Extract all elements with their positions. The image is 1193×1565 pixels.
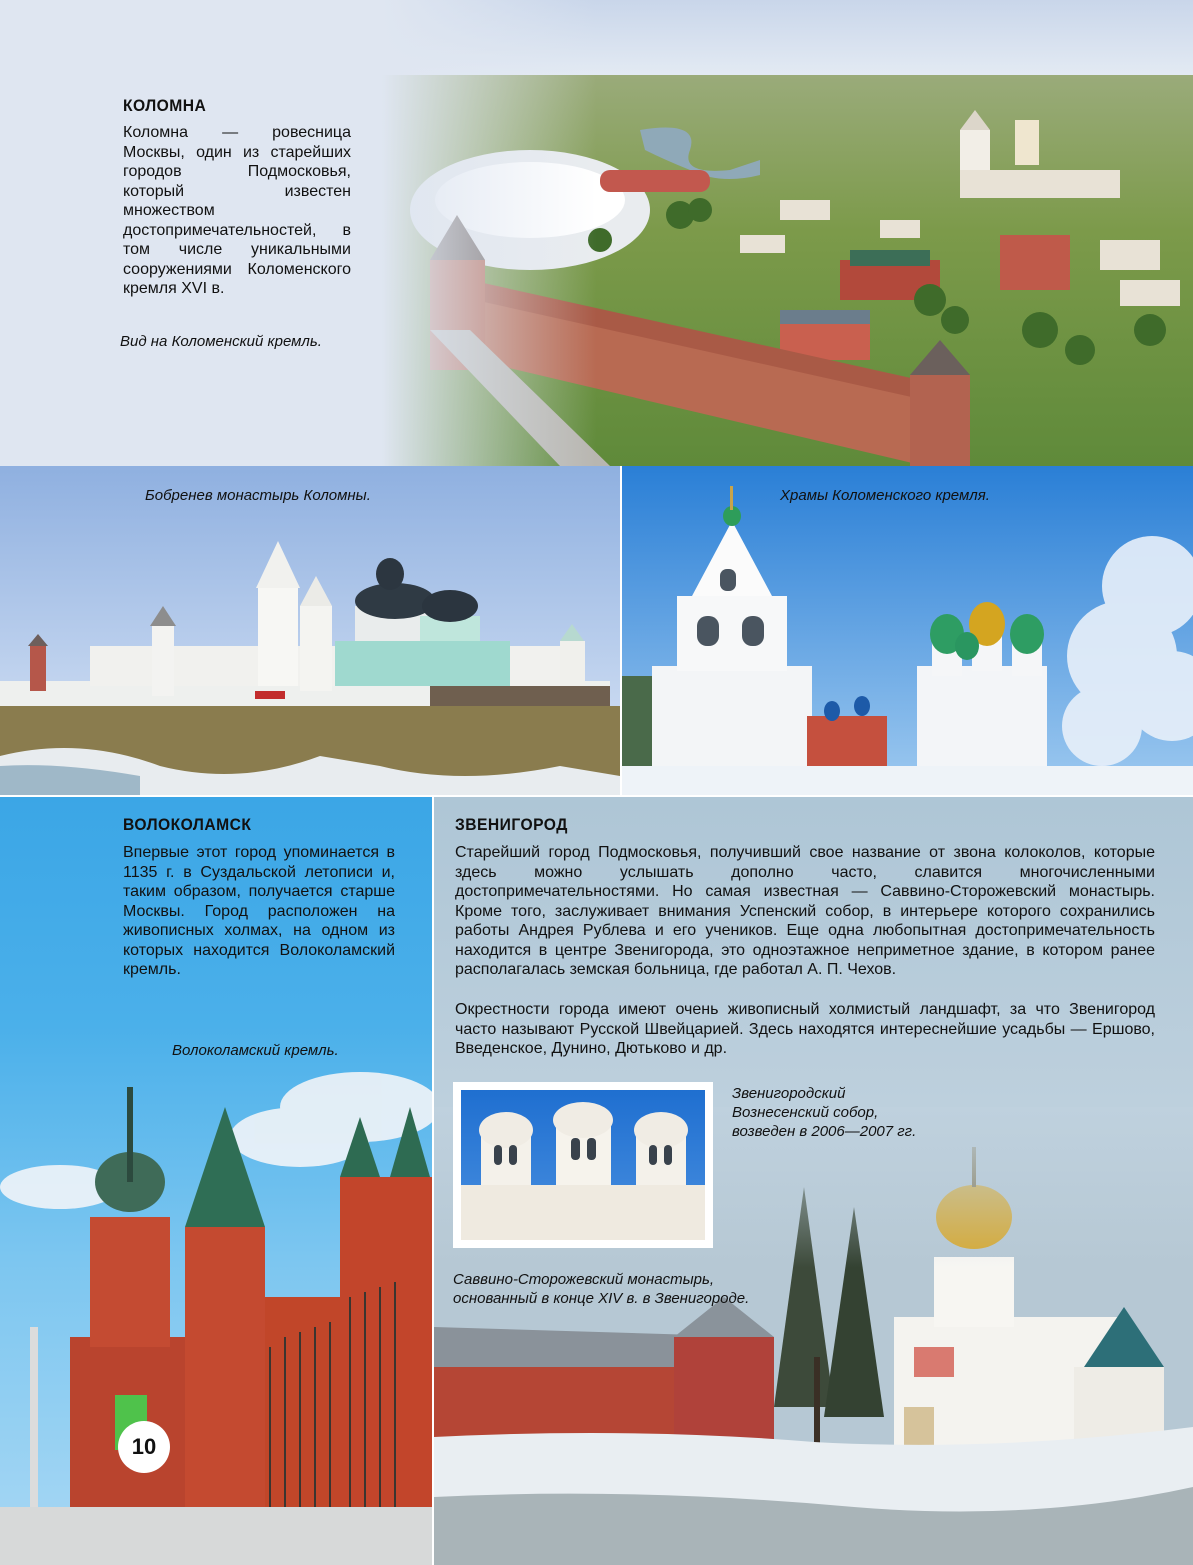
savvino-monastery-caption-final <box>453 1270 749 1308</box>
volokolamsk-heading: ВОЛОКОЛАМСК <box>123 815 252 834</box>
kolomna-section <box>0 0 1193 466</box>
bobrenev-monastery-photo <box>0 466 620 795</box>
volokolamsk-caption: Волоколамский кремль. <box>172 1042 339 1059</box>
zvenigorod-section <box>434 797 1193 1565</box>
volokolamsk-section <box>0 797 432 1565</box>
monastery-caption-line-1: Саввино-Сторожевский монастырь, <box>453 1271 715 1288</box>
temples-caption: Храмы Коломенского кремля. <box>780 487 990 504</box>
zvenigorod-text-2: Окрестности города имеют очень живописный холмистый ландшафт, за что Звенигород часто называют Русской Швейцарией. Здесь находятся интереснейшие усадьбы — Ершово, Введенское, Дунино, Дютьково и др. <box>455 1001 1155 1057</box>
cathedral-caption-line-3: возведен в 2006—2007 гг. <box>732 1123 917 1140</box>
page-number: 10 <box>131 1434 157 1459</box>
voznesensky-cathedral-inset <box>453 1082 713 1248</box>
kolomna-temples-photo <box>622 466 1193 795</box>
kolomna-text: Коломна — ровесница Москвы, один из старейших городов Подмосковья, который известен множеством достопримечательностей, в том числе уникальными сооружениями Коломенского кремля XVI в. <box>123 124 351 297</box>
kolomna-caption: Вид на Коломенский кремль. <box>120 333 322 350</box>
cathedral-caption-line-1: Звенигородский <box>732 1085 846 1102</box>
volokolamsk-kremlin-photo <box>0 1047 432 1565</box>
volokolamsk-text: Впервые этот город упоминается в 1135 г. в Суздальской летописи и, таким образом, получается старше Москвы. Город расположен на живописных холмах, на одном из которых находится Волоколамский кремль. <box>123 844 395 978</box>
page-number-badge <box>118 1421 170 1473</box>
bobrenev-caption: Бобренев монастырь Коломны. <box>145 487 371 504</box>
cathedral-caption-line-2: Вознесенский собор, <box>732 1104 879 1121</box>
zvenigorod-text: Старейший город Подмосковья, получивший свое название от звона колоколов, которые здесь можно услышать дополно часто, славится многочисленными достопримечательностями. Но самая известная — Саввино-Сторожевский монастырь. Кроме того, заслуживает внимания Успенский собор, в интерьере которого сохранились работы Андрея Рублева и его учеников. Еще одна любопытная достопримечательность находится в центре Звенигорода, это одноэтажное неприметное здание, в котором ранее располагалась земская больница, где работал А. П. Чехов. <box>455 844 1155 978</box>
cathedral-caption <box>732 1084 916 1141</box>
monastery-caption-line-2: основанный в конце XIV в. в Звенигороде. <box>453 1290 750 1307</box>
zvenigorod-heading: ЗВЕНИГОРОД <box>455 815 568 834</box>
kolomna-heading: КОЛОМНА <box>123 96 207 115</box>
